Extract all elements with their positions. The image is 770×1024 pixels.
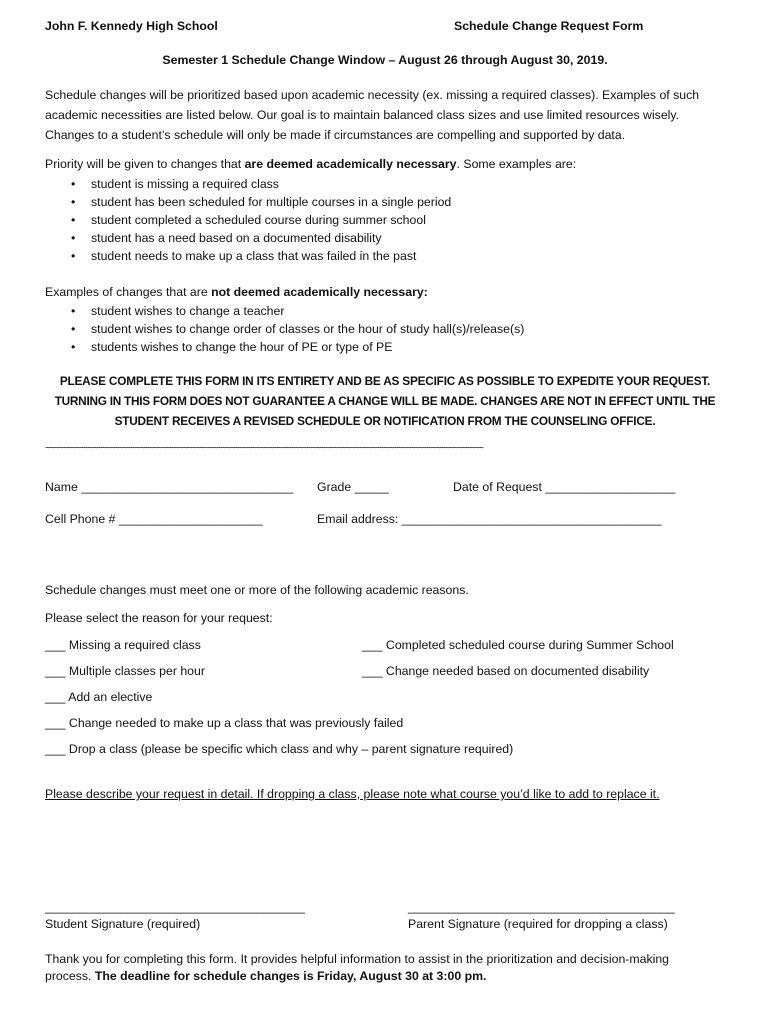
notice-line: PLEASE COMPLETE THIS FORM IN ITS ENTIRETY AND BE AS SPECIFIC AS POSSIBLE TO EXPEDITE YOUR REQUEST. [59, 374, 711, 388]
reason-make-up-failed[interactable]: ___ Change needed to make up a class that was previously failed [45, 716, 404, 730]
school-name: John F. Kennedy High School [45, 19, 218, 33]
list-item: • student wishes to change order of classes or the hour of study hall(s)/release(s) [91, 320, 524, 338]
reasons-intro: Schedule changes must meet one or more of the following academic reasons. [45, 583, 469, 597]
reason-missing-class[interactable]: ___ Missing a required class [45, 638, 201, 652]
priority-heading [45, 157, 576, 171]
describe-request-area[interactable] [45, 810, 725, 900]
name-field[interactable]: Name _______________________________ [45, 480, 294, 494]
parent-signature-label: Parent Signature (required for dropping a class) [408, 917, 668, 931]
intro-line: Schedule changes will be prioritized based upon academic necessity (ex. missing a required classes). Examples of such [45, 88, 700, 102]
reasons-prompt: Please select the reason for your request: [45, 611, 273, 625]
student-signature-line[interactable]: ______________________________________ [45, 900, 305, 914]
form-title: Schedule Change Request Form [454, 19, 644, 33]
list-item: • student has a need based on a documented disability [91, 229, 451, 247]
parent-signature-line[interactable]: _______________________________________ [408, 900, 675, 914]
deadline-text: The deadline for schedule changes is Friday, August 30 at 3:00 pm. [94, 969, 487, 983]
list-item: • student needs to make up a class that was failed in the past [91, 247, 451, 265]
notice-line: STUDENT RECEIVES A REVISED SCHEDULE OR NOTIFICATION FROM THE COUNSELING OFFICE. [114, 414, 656, 428]
list-item: • students wishes to change the hour of PE or type of PE [91, 338, 524, 356]
reason-multiple-classes[interactable]: ___ Multiple classes per hour [45, 664, 205, 678]
intro-line: Changes to a student’s schedule will only be made if circumstances are compelling and supported by data. [45, 128, 626, 142]
intro-line: academic necessities are listed below. Our goal is to maintain balanced class sizes and use limited resources wisely. [45, 108, 680, 122]
describe-request-label: Please describe your request in detail. If dropping a class, please note what course you’d like to add to replace it. [45, 787, 660, 801]
list-item: • student wishes to change a teacher [91, 302, 524, 320]
date-of-request-field[interactable]: Date of Request ___________________ [453, 480, 676, 494]
email-field[interactable]: Email address: ______________________________________ [317, 512, 662, 526]
priority-tail: . Some examples are: [456, 157, 577, 171]
list-item: • student completed a scheduled course during summer school [91, 211, 451, 229]
priority-lead: Priority will be given to changes that [45, 157, 245, 171]
tilde-divider: ~~~~~~~~~~~~~~~~~~~~~~~~~~~~~~~~~~~~~~~~~~~~~~~~~~~~~~~~~~~~~~~~~~~~~~~~~~~~~~~~~~~~~~~~~~~~~~~~~~~~~~ [45, 443, 483, 454]
change-window: Semester 1 Schedule Change Window – August 26 through August 30, 2019. [162, 53, 608, 67]
not-necessary-list [91, 302, 524, 356]
reason-add-elective[interactable]: ___ Add an elective [45, 690, 153, 704]
footer-lead: process. [45, 969, 95, 983]
not-necessary-heading [45, 285, 428, 299]
list-item: • student has been scheduled for multiple courses in a single period [91, 193, 451, 211]
cell-phone-field[interactable]: Cell Phone # _____________________ [45, 512, 263, 526]
list-item: • student is missing a required class [91, 175, 451, 193]
not-necessary-bold: not deemed academically necessary: [211, 285, 428, 299]
reason-disability[interactable]: ___ Change needed based on documented disability [362, 664, 650, 678]
reason-completed-summer[interactable]: ___ Completed scheduled course during Summer School [362, 638, 674, 652]
priority-list [91, 175, 451, 265]
footer-line: Thank you for completing this form. It provides helpful information to assist in the prioritization and decision-making [45, 952, 670, 966]
student-signature-label: Student Signature (required) [45, 917, 201, 931]
intro-paragraph [45, 85, 699, 145]
footer-deadline [45, 969, 486, 983]
notice-line: TURNING IN THIS FORM DOES NOT GUARANTEE A CHANGE WILL BE MADE. CHANGES ARE NOT IN EFFECT UNTIL THE [54, 394, 716, 408]
grade-field[interactable]: Grade _____ [317, 480, 389, 494]
reason-drop-class[interactable]: ___ Drop a class (please be specific which class and why – parent signature required) [45, 742, 514, 756]
priority-bold: are deemed academically necessary [244, 157, 457, 171]
not-necessary-lead: Examples of changes that are [45, 285, 212, 299]
